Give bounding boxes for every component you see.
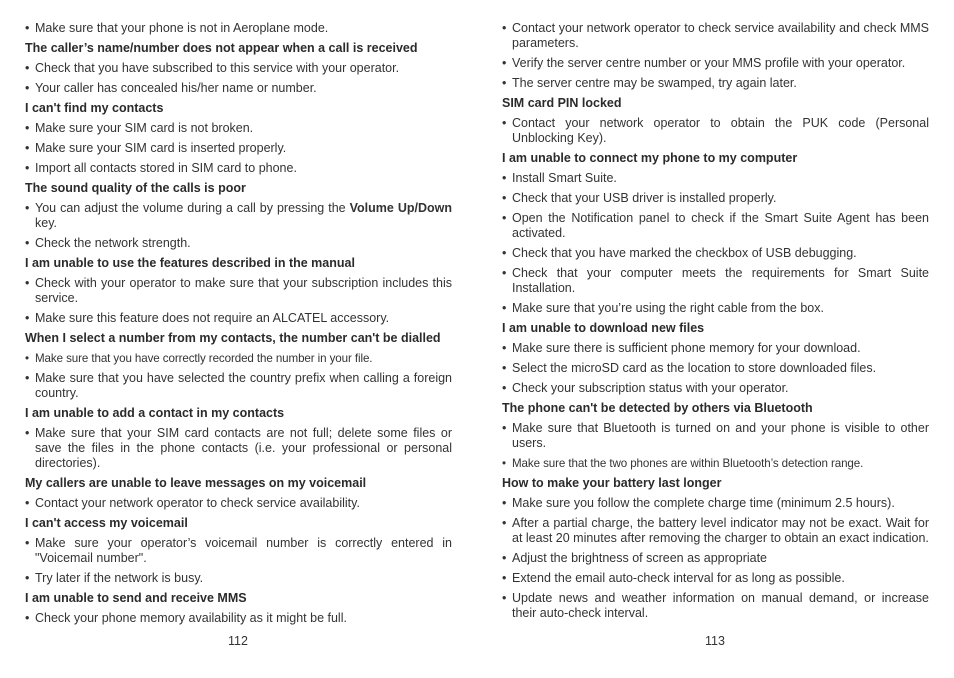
bullet-item: • Adjust the brightness of screen as appropriate: [502, 551, 929, 566]
section-heading: I am unable to download new files: [502, 321, 705, 335]
bullet-item: • Make sure there is sufficient phone memory for your download.: [502, 341, 929, 356]
bullet-item: • Make sure that you have correctly recorded the number in your file.: [25, 351, 452, 366]
section-heading: When I select a number from my contacts, the number can't be dialled: [25, 331, 441, 345]
bullet-item: • Check that your computer meets the requirements for Smart Suite Installation.: [502, 266, 929, 296]
bullet-item: • Contact your network operator to obtain the PUK code (Personal Unblocking Key).: [502, 116, 929, 146]
bullet-item: • Make sure that Bluetooth is turned on and your phone is visible to other users.: [502, 421, 929, 451]
bullet-item: • Check your subscription status with your operator.: [502, 381, 929, 396]
section-heading: I can't access my voicemail: [25, 516, 188, 530]
bullet-item: • Make sure that the two phones are within Bluetooth’s detection range.: [502, 456, 929, 471]
bullet-item: • Update news and weather information on manual demand, or increase their auto-check interval.: [502, 591, 929, 621]
bullet-item: • Check the network strength.: [25, 236, 452, 251]
bullet-item: • Your caller has concealed his/her name or number.: [25, 81, 452, 96]
bullet-item: • Make sure you follow the complete charge time (minimum 2.5 hours).: [502, 496, 929, 511]
section-heading: I am unable to use the features described in the manual: [25, 256, 355, 270]
bullet-item: • Make sure that your SIM card contacts are not full; delete some files or save the files in the phone contacts (i.e. your professional or personal directories).: [25, 426, 452, 471]
section-heading: I am unable to connect my phone to my computer: [502, 151, 798, 165]
bullet-item: • Import all contacts stored in SIM card to phone.: [25, 161, 452, 176]
bullet-item: • Check that you have marked the checkbox of USB debugging.: [502, 246, 929, 261]
bullet-item: • Make sure that you’re using the right cable from the box.: [502, 301, 929, 316]
bullet-item: • Install Smart Suite.: [502, 171, 929, 186]
bullet-text: You can adjust the volume during a call by pressing the: [35, 201, 350, 215]
section-heading: I am unable to add a contact in my contacts: [25, 406, 285, 420]
section-heading: My callers are unable to leave messages on my voicemail: [25, 476, 367, 490]
bullet-item: • Contact your network operator to check service availability and check MMS parameters.: [502, 21, 929, 51]
left-page: [25, 21, 452, 631]
bullet-item: • Check your phone memory availability as it might be full.: [25, 611, 452, 626]
page-number-right: 113: [705, 634, 725, 648]
bullet-item: • Make sure your SIM card is not broken.: [25, 121, 452, 136]
bullet-item: • Open the Notification panel to check if the Smart Suite Agent has been activated.: [502, 211, 929, 241]
bullet-item: • Make sure this feature does not require an ALCATEL accessory.: [25, 311, 452, 326]
section-heading: SIM card PIN locked: [502, 96, 622, 110]
section-heading: How to make your battery last longer: [502, 476, 722, 490]
section-heading: The phone can't be detected by others via Bluetooth: [502, 401, 813, 415]
section-heading: The caller’s name/number does not appear when a call is received: [25, 41, 418, 55]
page-number-left: 112: [228, 634, 248, 648]
bullet-item: • Extend the email auto-check interval for as long as possible.: [502, 571, 929, 586]
bullet-item: • Make sure that you have selected the country prefix when calling a foreign country.: [25, 371, 452, 401]
bullet-item: • Contact your network operator to check service availability.: [25, 496, 452, 511]
bullet-item: • Make sure your SIM card is inserted properly.: [25, 141, 452, 156]
bullet-item: [25, 201, 452, 231]
bullet-item: • Check that you have subscribed to this service with your operator.: [25, 61, 452, 76]
bullet-item: • Try later if the network is busy.: [25, 571, 452, 586]
bullet-item: • Select the microSD card as the location to store downloaded files.: [502, 361, 929, 376]
section-heading: The sound quality of the calls is poor: [25, 181, 246, 195]
bullet-text: key.: [35, 216, 57, 230]
bullet-item: • Check with your operator to make sure that your subscription includes this service.: [25, 276, 452, 306]
bullet-item: • After a partial charge, the battery level indicator may not be exact. Wait for at least 20 minutes after removing the charger to obtain an exact indication.: [502, 516, 929, 546]
bullet-item: • Make sure that your phone is not in Aeroplane mode.: [25, 21, 452, 36]
bullet-bold-text: Volume Up/Down: [349, 201, 452, 215]
bullet-item: • Verify the server centre number or your MMS profile with your operator.: [502, 56, 929, 71]
bullet-item: • Make sure your operator’s voicemail number is correctly entered in "Voicemail number".: [25, 536, 452, 566]
bullet-item: • The server centre may be swamped, try again later.: [502, 76, 929, 91]
section-heading: I am unable to send and receive MMS: [25, 591, 247, 605]
section-heading: I can't find my contacts: [25, 101, 164, 115]
bullet-item: • Check that your USB driver is installed properly.: [502, 191, 929, 206]
right-page: [502, 21, 929, 626]
